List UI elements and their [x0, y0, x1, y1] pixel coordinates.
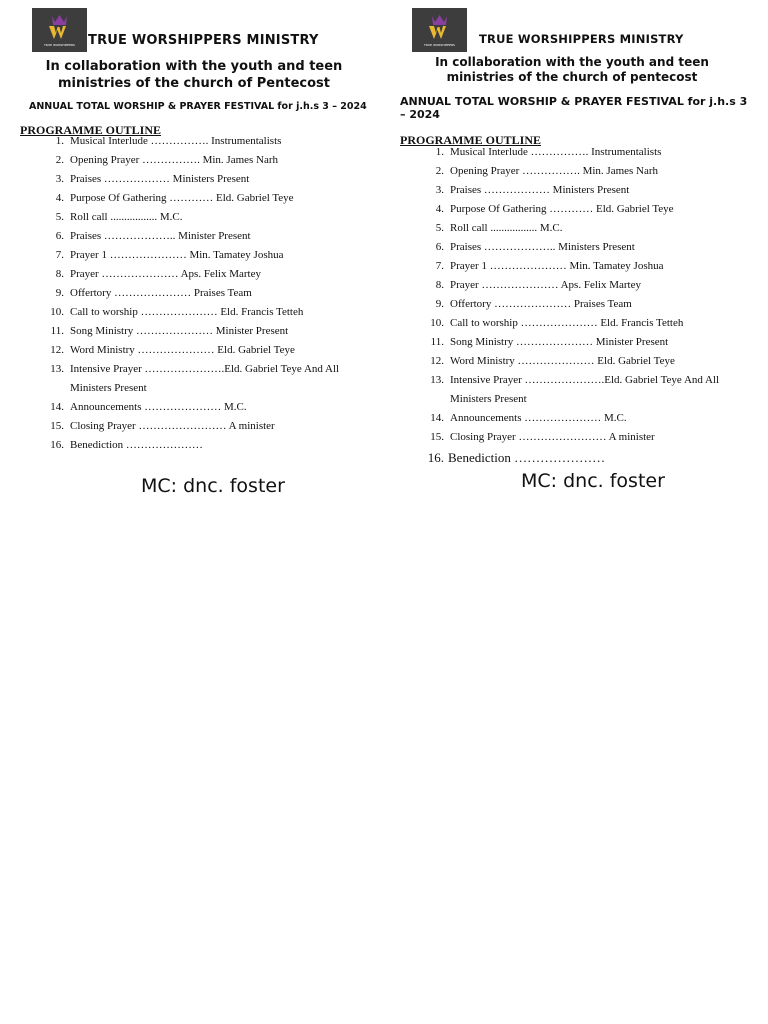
crown-w-icon	[32, 8, 87, 52]
list-item: 2. Opening Prayer ……………. Min. James Narh	[435, 165, 659, 177]
list-item: 7. Prayer 1 ………………… Min. Tamatey Joshua	[55, 249, 284, 261]
ministry-title: TRUE WORSHIPPERS MINISTRY	[88, 33, 319, 48]
svg-text:TRUE WORSHIPPERS: TRUE WORSHIPPERS	[44, 43, 75, 47]
programme-list	[414, 146, 759, 469]
list-item: 1. Musical Interlude ……………. Instrumentalists	[55, 135, 282, 147]
list-item: 16. Benediction …………………	[50, 439, 203, 451]
list-item: 4. Purpose Of Gathering ………… Eld. Gabriel Teye	[55, 192, 294, 204]
list-item: 9. Offertory ………………… Praises Team	[55, 287, 252, 299]
list-item: 2. Opening Prayer ……………. Min. James Narh	[55, 154, 279, 166]
list-item: 15. Closing Prayer …………………… A minister	[430, 431, 655, 443]
svg-text:TRUE WORSHIPPERS: TRUE WORSHIPPERS	[424, 43, 455, 47]
list-item: 14. Announcements ………………… M.C.	[430, 412, 627, 424]
collaboration-text: In collaboration with the youth and teen ministries of the church of pentecost	[435, 55, 709, 84]
list-item: 4. Purpose Of Gathering ………… Eld. Gabriel Teye	[435, 203, 674, 215]
ministry-title: TRUE WORSHIPPERS MINISTRY	[479, 32, 684, 46]
festival-title: ANNUAL TOTAL WORSHIP & PRAYER FESTIVAL for j.h.s 3 – 2024	[400, 95, 748, 121]
list-item: 3. Praises ……………… Ministers Present	[55, 173, 250, 185]
festival-title: ANNUAL TOTAL WORSHIP & PRAYER FESTIVAL for j.h.s 3 – 2024	[29, 101, 367, 112]
mc-credit: MC: dnc. foster	[141, 475, 285, 497]
list-item: 16. Benediction …………………	[427, 450, 606, 465]
list-item: 5. Roll call ................. M.C.	[435, 222, 563, 234]
list-item: 8. Prayer ………………… Aps. Felix Martey	[435, 279, 641, 291]
programme-outline-heading: PROGRAMME OUTLINE	[400, 133, 541, 147]
list-item: 9. Offertory ………………… Praises Team	[435, 298, 632, 310]
crown-w-icon	[412, 8, 467, 52]
list-item: 7. Prayer 1 ………………… Min. Tamatey Joshua	[435, 260, 664, 272]
list-item: 5. Roll call ................. M.C.	[55, 211, 183, 223]
list-item: 13. Intensive Prayer ………………….Eld. Gabriel Teye And All Ministers Present	[430, 374, 720, 405]
list-item: 12. Word Ministry ………………… Eld. Gabriel Teye	[430, 355, 675, 367]
list-item: 11. Song Ministry ………………… Minister Present	[430, 336, 669, 348]
collaboration-text: In collaboration with the youth and teen ministries of the church of Pentecost	[45, 59, 343, 91]
programme-list	[34, 135, 379, 458]
list-item: 13. Intensive Prayer ………………….Eld. Gabriel Teye And All Ministers Present	[50, 363, 340, 394]
ministry-logo	[32, 8, 87, 52]
list-item: 1. Musical Interlude ……………. Instrumentalists	[435, 146, 662, 158]
list-item: 11. Song Ministry ………………… Minister Present	[50, 325, 289, 337]
mc-credit: MC: dnc. foster	[521, 470, 665, 492]
list-item: 6. Praises ……………….. Ministers Present	[435, 241, 635, 253]
list-item: 3. Praises ……………… Ministers Present	[435, 184, 630, 196]
list-item: 10. Call to worship ………………… Eld. Francis Tetteh	[50, 306, 304, 318]
list-item: 10. Call to worship ………………… Eld. Francis Tetteh	[430, 317, 684, 329]
list-item: 8. Prayer ………………… Aps. Felix Martey	[55, 268, 261, 280]
programme-outline-heading: PROGRAMME OUTLINE	[20, 123, 161, 137]
list-item: 6. Praises ……………….. Minister Present	[55, 230, 251, 242]
list-item: 15. Closing Prayer …………………… A minister	[50, 420, 275, 432]
list-item: 14. Announcements ………………… M.C.	[50, 401, 247, 413]
list-item: 12. Word Ministry ………………… Eld. Gabriel Teye	[50, 344, 295, 356]
ministry-logo	[412, 8, 467, 52]
